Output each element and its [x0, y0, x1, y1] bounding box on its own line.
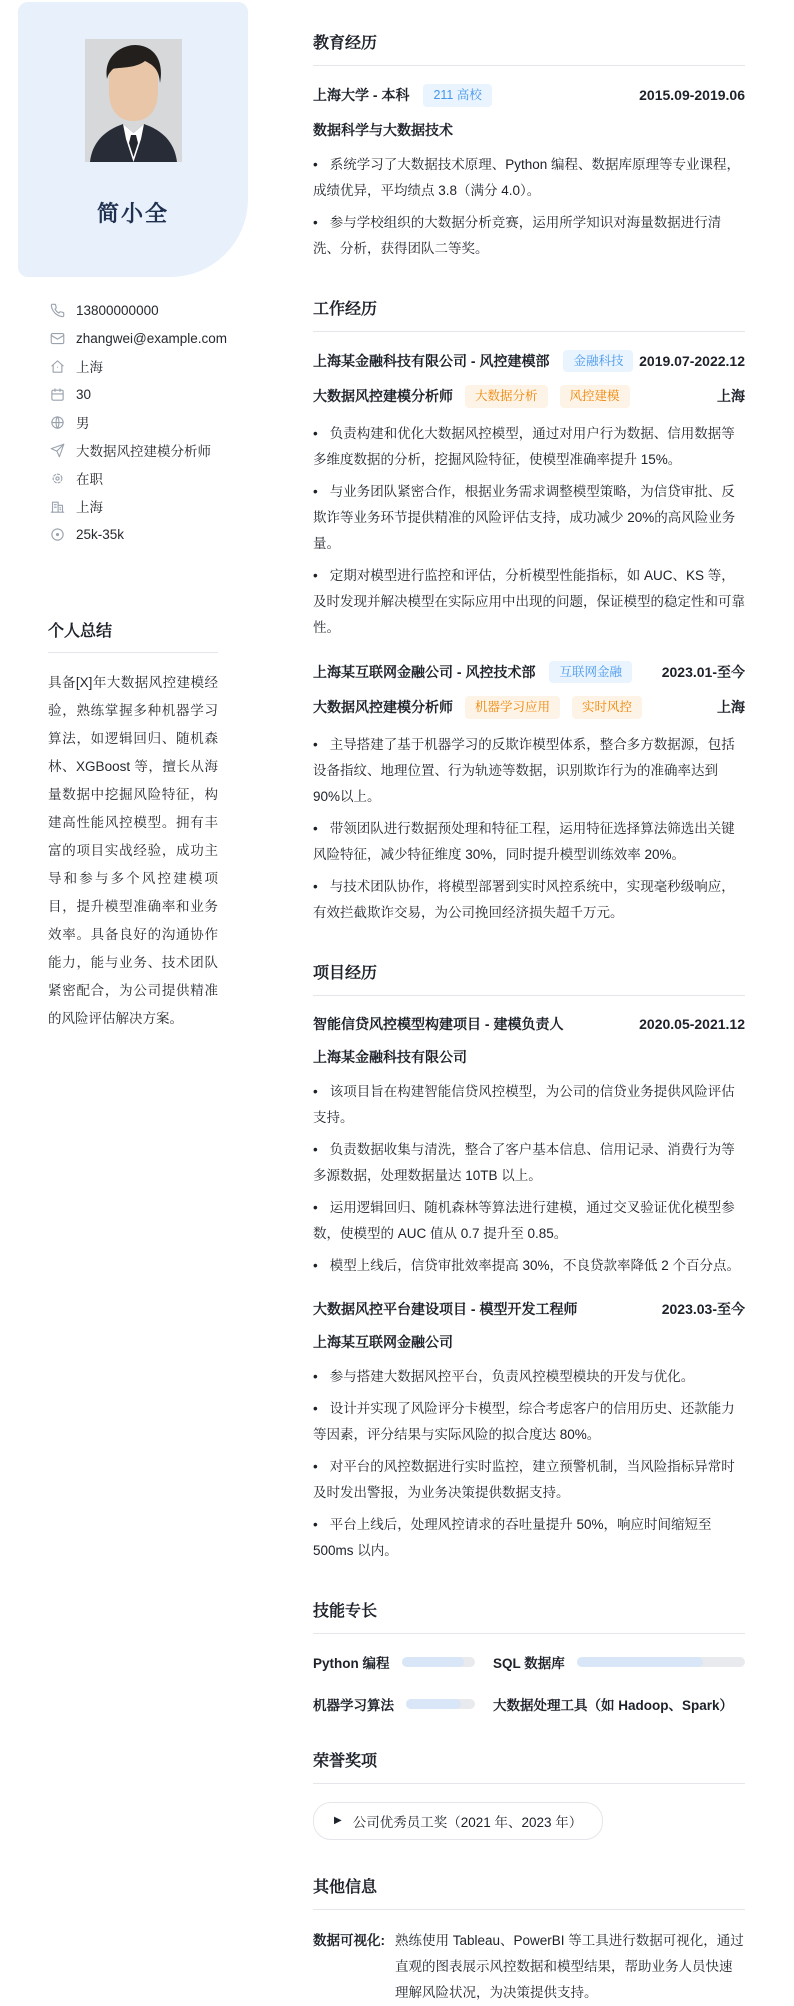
project-date: 2020.05-2021.12	[639, 1015, 745, 1032]
education-bullet	[313, 152, 745, 204]
skill-label: 大数据处理工具（如 Hadoop、Spark）	[492, 1697, 733, 1713]
bullet-text: 定期对模型进行监控和评估，分析模型性能指标，如 AUC、KS 等，及时发现并解决模型在实际应用中出现的问题，保证模型的稳定性和可靠性。	[313, 567, 745, 635]
bullet-marker: •	[313, 156, 318, 172]
bullet-marker: •	[313, 736, 318, 752]
work-section	[313, 296, 745, 926]
bullet-marker: •	[313, 1141, 318, 1157]
skill-label: Python 编程	[313, 1655, 390, 1671]
other-section	[313, 1874, 745, 2006]
honors-title: 荣誉奖项	[313, 1748, 745, 1784]
sidebar	[0, 0, 281, 1454]
bullet-text: 带领团队进行数据预处理和特征工程，运用特征选择算法筛选出关键风险特征，减少特征维度 30%，同时提升模型训练效率 20%。	[313, 820, 735, 862]
expand-arrow-icon: ▶	[334, 1815, 342, 1826]
other-item-text: 熟练使用 Tableau、PowerBI 等工具进行数据可视化，通过直观的图表展示风控数据和模型结果，帮助业务人员快速理解风险状况，为决策提供支持。	[395, 1932, 744, 2000]
main-content	[281, 0, 794, 2000]
skill-label: 机器学习算法	[313, 1697, 394, 1713]
contact-job-status	[50, 471, 231, 485]
bullet-text: 模型上线后，信贷审批效率提高 30%，不良贷款率降低 2 个百分点。	[329, 1257, 741, 1273]
skill-item	[493, 1694, 745, 1714]
bullet-marker: •	[313, 1257, 318, 1273]
skill-bar	[406, 1699, 475, 1709]
project-org: 上海某金融科技有限公司	[313, 1048, 467, 1065]
bullet-marker: •	[313, 1368, 318, 1384]
contact-list	[0, 303, 281, 555]
company-name: 上海某互联网金融公司 - 风控技术部	[313, 663, 536, 680]
other-title: 其他信息	[313, 1874, 745, 1910]
role-tag: 机器学习应用	[465, 696, 560, 719]
company-tag: 互联网金融	[549, 661, 632, 684]
bullet-marker: •	[313, 1516, 318, 1532]
skill-bar	[402, 1657, 475, 1667]
bullet-text: 对平台的风控数据进行实时监控，建立预警机制，当风险指标异常时及时发出警报，为业务决策提供数据支持。	[313, 1458, 735, 1500]
contact-salary	[50, 527, 231, 541]
project-entry-1	[313, 1014, 745, 1279]
work-bullet	[313, 816, 745, 868]
bullet-marker: •	[313, 425, 318, 441]
salary-icon	[50, 527, 65, 542]
project-bullet	[313, 1195, 745, 1247]
contact-home	[50, 359, 231, 373]
skill-bar	[577, 1657, 745, 1667]
bullet-text: 参与学校组织的大数据分析竞赛，运用所学知识对海量数据进行清洗、分析，获得团队二等奖。	[313, 214, 722, 256]
work-bullet	[313, 874, 745, 926]
bullet-text: 与业务团队紧密合作，根据业务需求调整模型策略，为信贷审批、反欺诈等业务环节提供精准的风险评估支持，成功减少 20%的高风险业务量。	[313, 483, 736, 551]
project-bullet	[313, 1253, 745, 1279]
other-item	[313, 1928, 745, 2006]
project-bullet	[313, 1396, 745, 1448]
contact-gender-value: 男	[76, 416, 90, 431]
bullet-marker: •	[313, 878, 318, 894]
bullet-text: 负责构建和优化大数据风控模型，通过对用户行为数据、信用数据等多维度数据的分析，挖掘风险特征，使模型准确率提升 15%。	[313, 425, 735, 467]
contact-gender	[50, 415, 231, 429]
work-bullet	[313, 479, 745, 557]
project-bullet	[313, 1364, 745, 1390]
profile-photo-placeholder	[85, 39, 182, 162]
contact-salary-value: 25k-35k	[76, 526, 125, 542]
company-name: 上海某金融科技有限公司 - 风控建模部	[313, 352, 550, 369]
contact-city-value: 上海	[76, 500, 103, 515]
job-status-icon	[50, 471, 65, 486]
bullet-marker: •	[313, 214, 318, 230]
bullet-marker: •	[313, 820, 318, 836]
education-date: 2015.09-2019.06	[639, 87, 745, 104]
bullet-text: 运用逻辑回归、随机森林等算法进行建模，通过交叉验证优化模型参数，使模型的 AUC 值从 0.7 提升至 0.85。	[313, 1199, 735, 1241]
contact-age	[50, 387, 231, 401]
project-date: 2023.03-至今	[661, 1300, 745, 1317]
skill-label: SQL 数据库	[492, 1655, 565, 1671]
education-title: 教育经历	[313, 30, 745, 66]
projects-title: 项目经历	[313, 960, 745, 996]
bullet-text: 参与搭建大数据风控平台，负责风控模型模块的开发与优化。	[329, 1368, 695, 1384]
contact-job-intent-value: 大数据风控建模分析师	[76, 444, 211, 459]
skill-fill	[406, 1699, 461, 1709]
contact-email-value: zhangwei@example.com	[76, 330, 228, 346]
project-org: 上海某互联网金融公司	[313, 1333, 453, 1350]
skills-title: 技能专长	[313, 1598, 745, 1634]
bullet-marker: •	[313, 1400, 318, 1416]
job-intent-icon	[50, 443, 65, 458]
education-section	[313, 30, 745, 262]
role-tag: 风控建模	[560, 385, 630, 408]
honors-section	[313, 1748, 745, 1840]
role-name: 大数据风控建模分析师	[313, 699, 453, 716]
work-bullet	[313, 563, 745, 641]
honor-item-label: 公司优秀员工奖（2021 年、2023 年）	[352, 1814, 583, 1830]
bullet-marker: •	[313, 1083, 318, 1099]
bullet-marker: •	[313, 1458, 318, 1474]
school-name: 上海大学 - 本科	[313, 87, 410, 104]
school-tag: 211 高校	[423, 84, 491, 107]
contact-city	[50, 499, 231, 513]
bullet-marker: •	[313, 483, 318, 499]
age-icon	[50, 387, 65, 402]
project-bullet	[313, 1512, 745, 1564]
hero-panel	[18, 2, 248, 277]
work-location: 上海	[717, 699, 745, 716]
contact-email	[50, 331, 231, 345]
bullet-marker: •	[313, 1199, 318, 1215]
skill-fill	[577, 1657, 703, 1667]
other-item-label: 数据可视化:	[313, 1932, 385, 1948]
work-entry-1	[313, 350, 745, 641]
skill-item	[313, 1652, 475, 1672]
contact-phone-value: 13800000000	[76, 302, 159, 318]
project-bullet	[313, 1079, 745, 1131]
project-bullet	[313, 1137, 745, 1189]
contact-phone	[50, 303, 231, 317]
bullet-text: 与技术团队协作，将模型部署到实时风控系统中，实现毫秒级响应，有效拦截欺诈交易，为公司挽回经济损失超千万元。	[313, 878, 735, 920]
bullet-marker: •	[313, 567, 318, 583]
city-icon	[50, 499, 65, 514]
summary-title: 个人总结	[48, 618, 218, 653]
skill-fill	[402, 1657, 464, 1667]
work-title: 工作经历	[313, 296, 745, 332]
education-bullet	[313, 210, 745, 262]
honor-item-pill[interactable]	[313, 1802, 603, 1840]
summary-text: 具备[X]年大数据风控建模经验，熟练掌握多种机器学习算法，如逻辑回归、随机森林、XGBoost 等，擅长从海量数据中挖掘风险特征，构建高性能风控模型。拥有丰富的项目实战经验，成功主导和参与多个风控建模项目，提升模型准确率和业务效率。具备良好的沟通协作能力，能与业务、技术团队紧密配合，为公司提供精准的风险评估解决方案。	[48, 675, 218, 1026]
bullet-text: 主导搭建了基于机器学习的反欺诈模型体系，整合多方数据源，包括设备指纹、地理位置、行为轨迹等数据，识别欺诈行为的准确率达到 90%以上。	[313, 736, 735, 804]
work-date: 2023.01-至今	[661, 663, 745, 680]
summary-section	[48, 618, 218, 1033]
work-location: 上海	[717, 388, 745, 405]
work-entry-2	[313, 661, 745, 926]
bullet-text: 设计并实现了风险评分卡模型，综合考虑客户的信用历史、还款能力等因素，评分结果与实际风险的拟合度达 80%。	[313, 1400, 735, 1442]
skills-grid	[313, 1652, 745, 1714]
skill-item	[493, 1652, 745, 1672]
gender-icon	[50, 415, 65, 430]
phone-icon	[50, 303, 65, 318]
bullet-text: 平台上线后，处理风控请求的吞吐量提升 50%，响应时间缩短至 500ms 以内。	[313, 1516, 712, 1558]
bullet-text: 负责数据收集与清洗，整合了客户基本信息、信用记录、消费行为等多源数据，处理数据量达 10TB 以上。	[313, 1141, 735, 1183]
person-name: 简小全	[96, 201, 169, 226]
projects-section	[313, 960, 745, 1564]
mail-icon	[50, 331, 65, 346]
company-tag: 金融科技	[563, 350, 633, 373]
contact-job-status-value: 在职	[76, 472, 103, 487]
project-name: 智能信贷风控模型构建项目 - 建模负责人	[313, 1015, 564, 1032]
project-bullet	[313, 1454, 745, 1506]
education-major: 数据科学与大数据技术	[313, 121, 453, 138]
home-icon	[50, 359, 65, 374]
role-tag: 实时风控	[572, 696, 642, 719]
work-date: 2019.07-2022.12	[639, 352, 745, 369]
skill-item	[313, 1694, 475, 1714]
education-entry	[313, 84, 745, 262]
contact-home-value: 上海	[76, 360, 103, 375]
project-entry-2	[313, 1299, 745, 1564]
work-bullet	[313, 421, 745, 473]
work-bullet	[313, 732, 745, 810]
skills-section	[313, 1598, 745, 1714]
bullet-text: 系统学习了大数据技术原理、Python 编程、数据库原理等专业课程，成绩优异，平均绩点 3.8（满分 4.0）。	[313, 156, 741, 198]
role-tag: 大数据分析	[465, 385, 548, 408]
profile-photo	[85, 39, 182, 162]
contact-age-value: 30	[76, 386, 92, 402]
role-name: 大数据风控建模分析师	[313, 388, 453, 405]
project-name: 大数据风控平台建设项目 - 模型开发工程师	[313, 1300, 578, 1317]
contact-job-intent	[50, 443, 231, 457]
bullet-text: 该项目旨在构建智能信贷风控模型，为公司的信贷业务提供风险评估支持。	[313, 1083, 735, 1125]
